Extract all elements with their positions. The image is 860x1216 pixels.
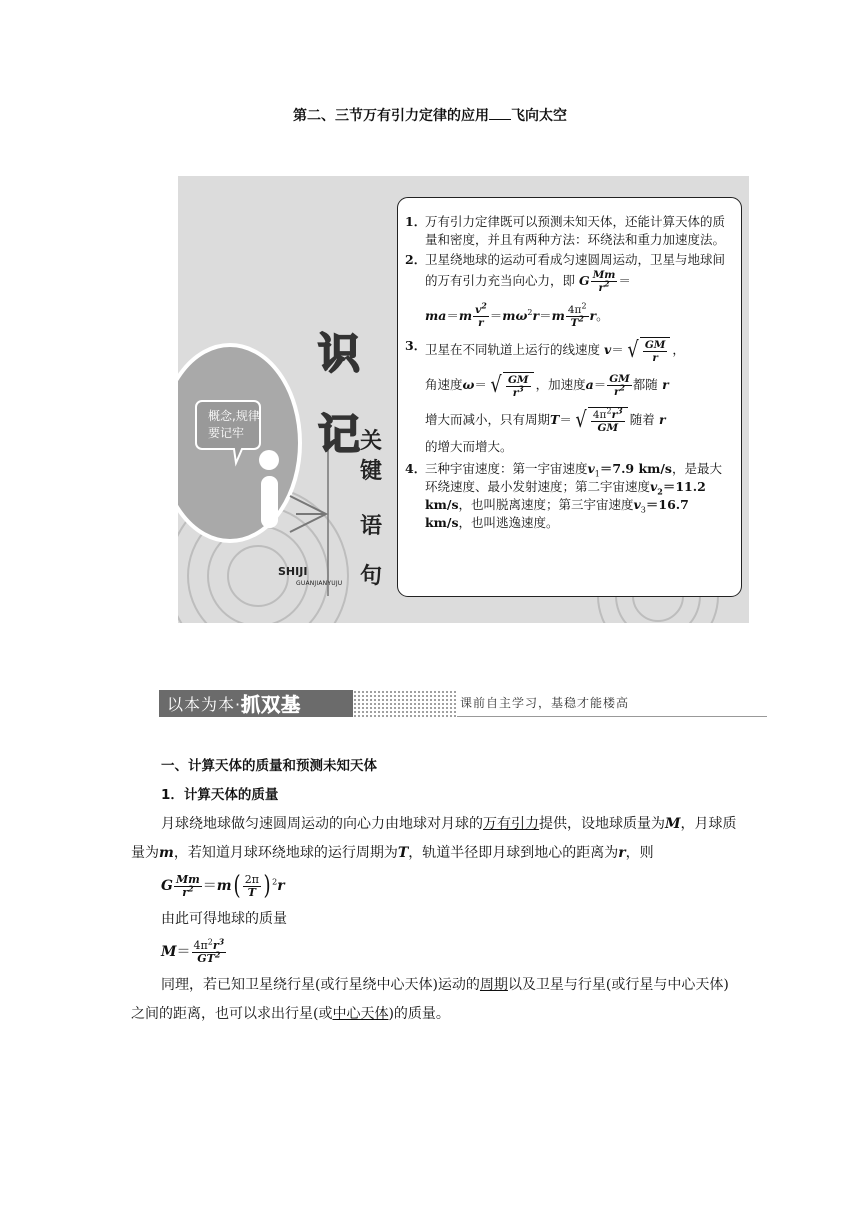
v2-value: ＝11.2 km/s <box>425 479 706 512</box>
sticker-line-1: 概念,规律 <box>208 409 260 423</box>
key-point: 4． 三种宇宙速度：第一宇宙速度$v_1=7.9$ km/s，是最大环绕速度、最小发射速度；第二宇宙速度$v_2=11.2$ km/s，也叫脱离速度；第三宇宙速度$v_3=16.7$ km/s，也叫逃逸速度。 <box>405 461 722 530</box>
paragraph: 同理，若已知卫星绕行星(或行星绕中心天体)运动的周期以及卫星与行星(或行星与中心天体)之间的距离，也可以求出行星(或中心天体)的质量。 <box>131 977 729 1022</box>
key-point-text: 随着 <box>629 412 655 427</box>
key-point-text: 卫星在不同轨道上运行的线速度 <box>425 342 601 357</box>
key-point-text: ，也叫脱离速度；第三宇宙速度 <box>458 497 634 512</box>
sticker-line-2: 要记牢 <box>208 426 245 440</box>
key-point-text: 卫星绕地球的运动可看成匀速圆周运动，卫星与地球间的万有引力充当向心力，即 <box>425 252 726 288</box>
v1-value: ＝7.9 km/s <box>599 461 672 476</box>
key-points-panel <box>397 197 742 597</box>
paragraph: 月球绕地球做匀速圆周运动的向心力由地球对月球的万有引力提供，设地球质量为M，月球质量为m，若知道月球环绕地球的运行周期为T，轨道半径即月球到地心的距离为r，则 <box>131 816 737 861</box>
v3-value: ＝16.7 km/s <box>425 497 689 530</box>
brand-label: SHIJI <box>278 565 308 578</box>
vertical-char: 关 <box>360 429 383 454</box>
underlined-term: 中心天体 <box>332 1006 389 1022</box>
key-point-text: ，也叫逃逸速度。 <box>458 515 559 530</box>
section-heading: 一、计算天体的质量和预测未知天体 <box>161 758 377 774</box>
title-part-1: 第二、三节万有引力定律的应用 <box>293 108 489 124</box>
underlined-term: 周期 <box>479 977 508 993</box>
key-point: 2． 卫星绕地球的运动可看成匀速圆周运动，卫星与地球间的万有引力充当向心力，即 G $\frac{Mm}{r^2}$ ＝ ma＝m $\frac{v^2}{r}$ $=m\omega^2r=m$ $\frac{4\pi^2}{T^2}$ r。 <box>405 252 726 329</box>
gravity-formula: G $\frac{Mm}{r^2}$ ＝m ( $\frac{2\pi}{T}$ ) $^2$r <box>161 871 285 901</box>
section-banner <box>159 690 767 717</box>
banner-label-a: 以本为本· <box>167 695 242 714</box>
subsection-heading: 1．计算天体的质量 <box>161 787 279 803</box>
key-point-number: 4． <box>405 461 427 476</box>
key-point-text: 的增大而增大。 <box>425 439 513 454</box>
mass-formula: M＝ $\frac{4\pi^2r^3}{GT^2}$ <box>161 935 225 965</box>
key-point <box>403 213 731 249</box>
title-part-2: 飞向太空 <box>511 108 567 124</box>
banner-label-b: 抓双基 <box>241 694 302 716</box>
vertical-char: 语 <box>360 514 383 539</box>
key-point-number: 2． <box>405 252 427 267</box>
vertical-char: 句 <box>360 564 383 589</box>
underlined-term: 万有引力 <box>483 816 539 832</box>
key-point-text: ，加速度 <box>535 377 586 392</box>
key-point-text: 三种宇宙速度：第一宇宙速度 <box>425 461 588 476</box>
main-content <box>131 752 741 1029</box>
key-point-text: 万有引力定律既可以预测未知天体，还能计算天体的质量和密度，并且有两种方法：环绕法和重力加速度法。 <box>425 214 726 247</box>
page-title <box>0 105 860 125</box>
big-char-ji: 记 <box>318 410 361 459</box>
banner-label <box>159 690 353 717</box>
banner-dot-pattern <box>353 690 457 717</box>
key-point-text: 角速度 <box>425 377 463 392</box>
big-char-shi: 识 <box>318 329 361 378</box>
title-gap <box>489 109 511 120</box>
key-point-number: 3． <box>405 338 427 353</box>
key-point-number: 1． <box>405 214 427 229</box>
brand-sub-label: GUANJIANYUJU <box>296 580 343 587</box>
derive-line: 由此可得地球的质量 <box>161 911 287 927</box>
key-point: 3． 卫星在不同轨道上运行的线速度 v＝ √ $\frac{GM}{r}$ ， 角速度ω＝ √ $\frac{GM}{r^3}$ ，加速度a＝ $\frac{GM}{r^2}$ 都随 r 增大而减小，只有周期T＝ √ $\frac{4\pi^2r^3}{GM}$ 随着 r 的增大而增大。 <box>405 337 685 454</box>
key-point-text: 都随 <box>632 377 658 392</box>
banner-tagline: 课前自主学习，基稳才能楼高 <box>457 690 767 717</box>
vertical-char: 键 <box>360 459 383 484</box>
key-point-text: ，是最大环绕速度、最小发射速度；第二宇宙速度 <box>425 461 722 494</box>
key-point-text: 增大而减小，只有周期 <box>425 412 551 427</box>
